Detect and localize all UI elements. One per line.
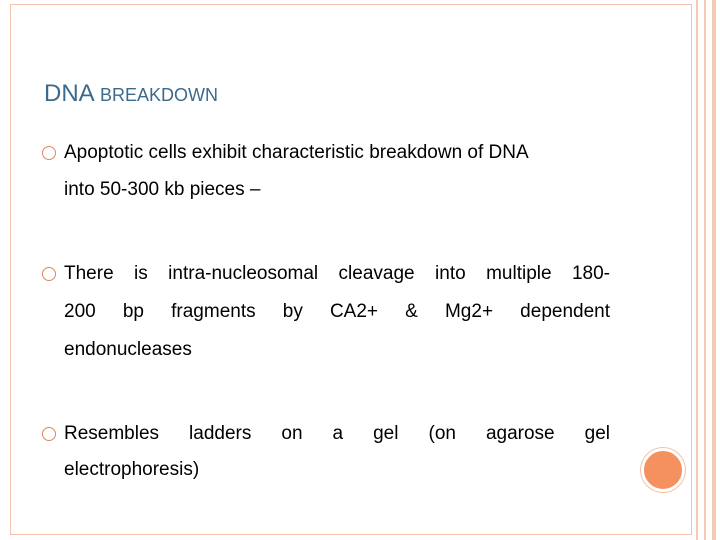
bullet-icon (42, 267, 56, 281)
decorative-stripe (696, 0, 698, 540)
bullet-2-line-2: 200 bp fragments by CA2+ & Mg2+ dependent (64, 301, 610, 322)
slide-title-main: DNA (44, 80, 94, 107)
bullet-icon (42, 427, 56, 441)
decorative-circle-icon (641, 448, 685, 492)
bullet-3-line-1: Resembles ladders on a gel (on agarose gel (64, 423, 610, 444)
bullet-1-line-2: into 50-300 kb pieces – (64, 179, 261, 200)
slide-title (44, 80, 218, 109)
bullet-1-line-1: Apoptotic cells exhibit characteristic breakdown of DNA (64, 142, 529, 163)
decorative-stripe (704, 0, 706, 540)
bullet-2-line-1: There is intra-nucleosomal cleavage into multiple 180- (64, 263, 610, 284)
slide-title-rest: BREAKDOWN (100, 85, 219, 105)
bullet-icon (42, 146, 56, 160)
bullet-2-line-3: endonucleases (64, 339, 192, 360)
bullet-3-line-2: electrophoresis) (64, 459, 200, 480)
decorative-stripe (712, 0, 716, 540)
